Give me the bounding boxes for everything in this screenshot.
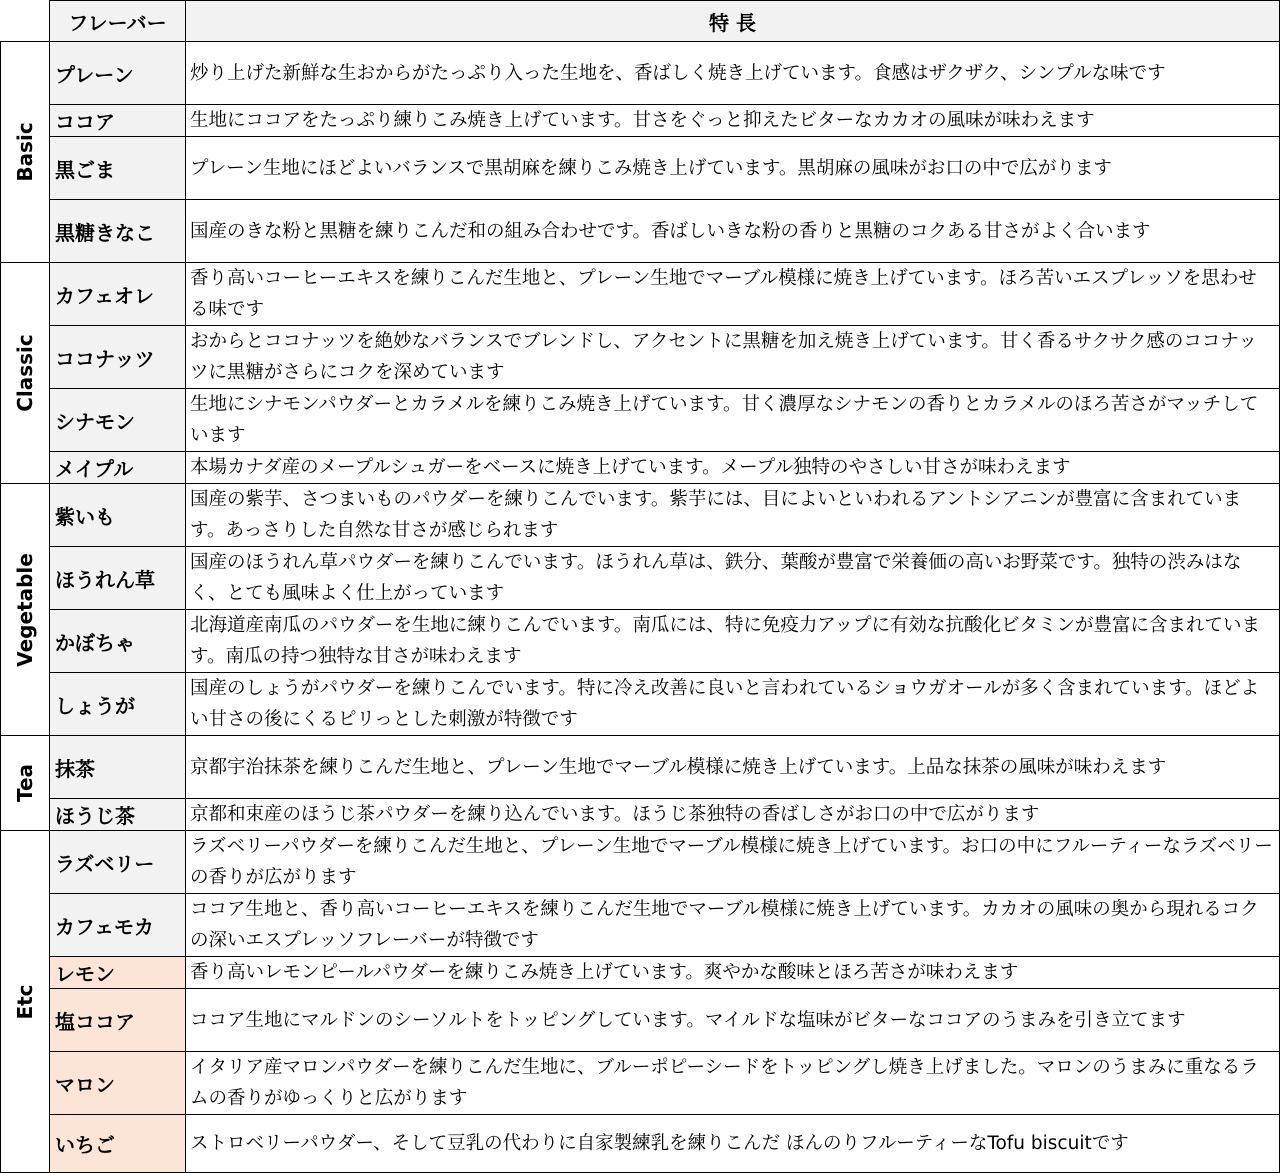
flavor-description: ココア生地にマルドンのシーソルトをトッピングしています。マイルドな塩味がビターなココアのうまみを引き立てます [186, 989, 1280, 1052]
flavor-description: 国産のしょうがパウダーを練りこんでいます。特に冷え改善に良いと言われているショウガオールが多く含まれています。ほどよい甘さの後にくるピリっとした刺激が特徴です [186, 673, 1280, 736]
table-row [1, 894, 1280, 957]
flavor-name: 紫いも [50, 484, 186, 547]
flavor-name: かぼちゃ [50, 610, 186, 673]
table-row [1, 1052, 1280, 1115]
group-classic: Classic [1, 263, 50, 484]
flavor-name: カフェモカ [50, 894, 186, 957]
flavor-name: シナモン [50, 389, 186, 452]
table-row [1, 326, 1280, 389]
flavor-description: おからとココナッツを絶妙なバランスでブレンドし、アクセントに黒糖を加え焼き上げています。甘く香るサクサク感のココナッツに黒糖がさらにコクを深めています [186, 326, 1280, 389]
table-row [1, 957, 1280, 989]
table-row [1, 484, 1280, 547]
flavor-name: ほうじ茶 [50, 799, 186, 831]
table-row [1, 452, 1280, 484]
table-row [1, 137, 1280, 200]
flavor-description: 香り高いコーヒーエキスを練りこんだ生地と、プレーン生地でマーブル模様に焼き上げています。ほろ苦いエスプレッソを思わせる味です [186, 263, 1280, 326]
flavor-description: 北海道産南瓜のパウダーを生地に練りこんでいます。南瓜には、特に免疫力アップに有効な抗酸化ビタミンが豊富に含まれています。南瓜の持つ独特な甘さが味わえます [186, 610, 1280, 673]
flavor-name: しょうが [50, 673, 186, 736]
flavor-name: ココナッツ [50, 326, 186, 389]
flavor-description: 京都宇治抹茶を練りこんだ生地と、プレーン生地でマーブル模様に焼き上げています。上品な抹茶の風味が味わえます [186, 736, 1280, 799]
flavor-description: 本場カナダ産のメープルシュガーをベースに焼き上げています。メープル独特のやさしい甘さが味わえます [186, 452, 1280, 484]
flavor-description: プレーン生地にほどよいバランスで黒胡麻を練りこみ焼き上げています。黒胡麻の風味がお口の中で広がります [186, 137, 1280, 200]
flavor-name: メイプル [50, 452, 186, 484]
table-row [1, 200, 1280, 263]
table-row [1, 736, 1280, 799]
header-corner [1, 1, 50, 42]
flavor-name: ラズベリー [50, 831, 186, 894]
header-feature: 特 長 [186, 1, 1280, 42]
table-row [1, 42, 1280, 105]
flavor-name: 黒ごま [50, 137, 186, 200]
flavor-description: 国産のほうれん草パウダーを練りこんでいます。ほうれん草は、鉄分、葉酸が豊富で栄養価の高いお野菜です。独特の渋みはなく、とても風味よく仕上がっています [186, 547, 1280, 610]
flavor-description: 生地にココアをたっぷり練りこみ焼き上げています。甘さをぐっと抑えたビターなカカオの風味が味わえます [186, 105, 1280, 137]
flavor-name: プレーン [50, 42, 186, 105]
flavor-name: レモン [50, 957, 186, 989]
group-tea: Tea [1, 736, 50, 831]
table-row [1, 547, 1280, 610]
flavor-description: イタリア産マロンパウダーを練りこんだ生地に、ブルーポピーシードをトッピングし焼き上げました。マロンのうまみに重なるラムの香りがゆっくりと広がります [186, 1052, 1280, 1115]
header-row [1, 1, 1280, 42]
table-row [1, 831, 1280, 894]
flavor-description: 生地にシナモンパウダーとカラメルを練りこみ焼き上げています。甘く濃厚なシナモンの香りとカラメルのほろ苦さがマッチしています [186, 389, 1280, 452]
header-flavor: フレーバー [50, 1, 186, 42]
flavor-name: マロン [50, 1052, 186, 1115]
flavor-name: カフェオレ [50, 263, 186, 326]
table-row [1, 610, 1280, 673]
flavor-description: 京都和束産のほうじ茶パウダーを練り込んでいます。ほうじ茶独特の香ばしさがお口の中で広がります [186, 799, 1280, 831]
flavor-description: 炒り上げた新鮮な生おからがたっぷり入った生地を、香ばしく焼き上げています。食感はザクザク、シンプルな味です [186, 42, 1280, 105]
table-row [1, 799, 1280, 831]
flavor-name: ほうれん草 [50, 547, 186, 610]
flavor-name: 黒糖きなこ [50, 200, 186, 263]
table-row [1, 105, 1280, 137]
flavor-description: ココア生地と、香り高いコーヒーエキスを練りこんだ生地でマーブル模様に焼き上げています。カカオの風味の奥から現れるコクの深いエスプレッソフレーバーが特徴です [186, 894, 1280, 957]
flavor-description: 国産のきな粉と黒糖を練りこんだ和の組み合わせです。香ばしいきな粉の香りと黒糖のコクある甘さがよく合います [186, 200, 1280, 263]
flavor-name: 抹茶 [50, 736, 186, 799]
flavor-name: ココア [50, 105, 186, 137]
table-row [1, 673, 1280, 736]
table-row [1, 263, 1280, 326]
flavor-description: 国産の紫芋、さつまいものパウダーを練りこんでいます。紫芋には、目によいといわれるアントシアニンが豊富に含まれています。あっさりした自然な甘さが感じられます [186, 484, 1280, 547]
table-row [1, 389, 1280, 452]
flavor-description: ラズベリーパウダーを練りこんだ生地と、プレーン生地でマーブル模様に焼き上げています。お口の中にフルーティーなラズベリーの香りが広がります [186, 831, 1280, 894]
flavor-description: 香り高いレモンピールパウダーを練りこみ焼き上げています。爽やかな酸味とほろ苦さが味わえます [186, 957, 1280, 989]
flavor-name: 塩ココア [50, 989, 186, 1052]
flavor-description: ストロベリーパウダー、そして豆乳の代わりに自家製練乳を練りこんだ ほんのりフルーティーなTofu biscuitです [186, 1115, 1280, 1173]
group-etc: Etc [1, 831, 50, 1173]
table-row [1, 989, 1280, 1052]
flavor-name: いちご [50, 1115, 186, 1173]
group-basic: Basic [1, 42, 50, 263]
group-vegetable: Vegetable [1, 484, 50, 736]
